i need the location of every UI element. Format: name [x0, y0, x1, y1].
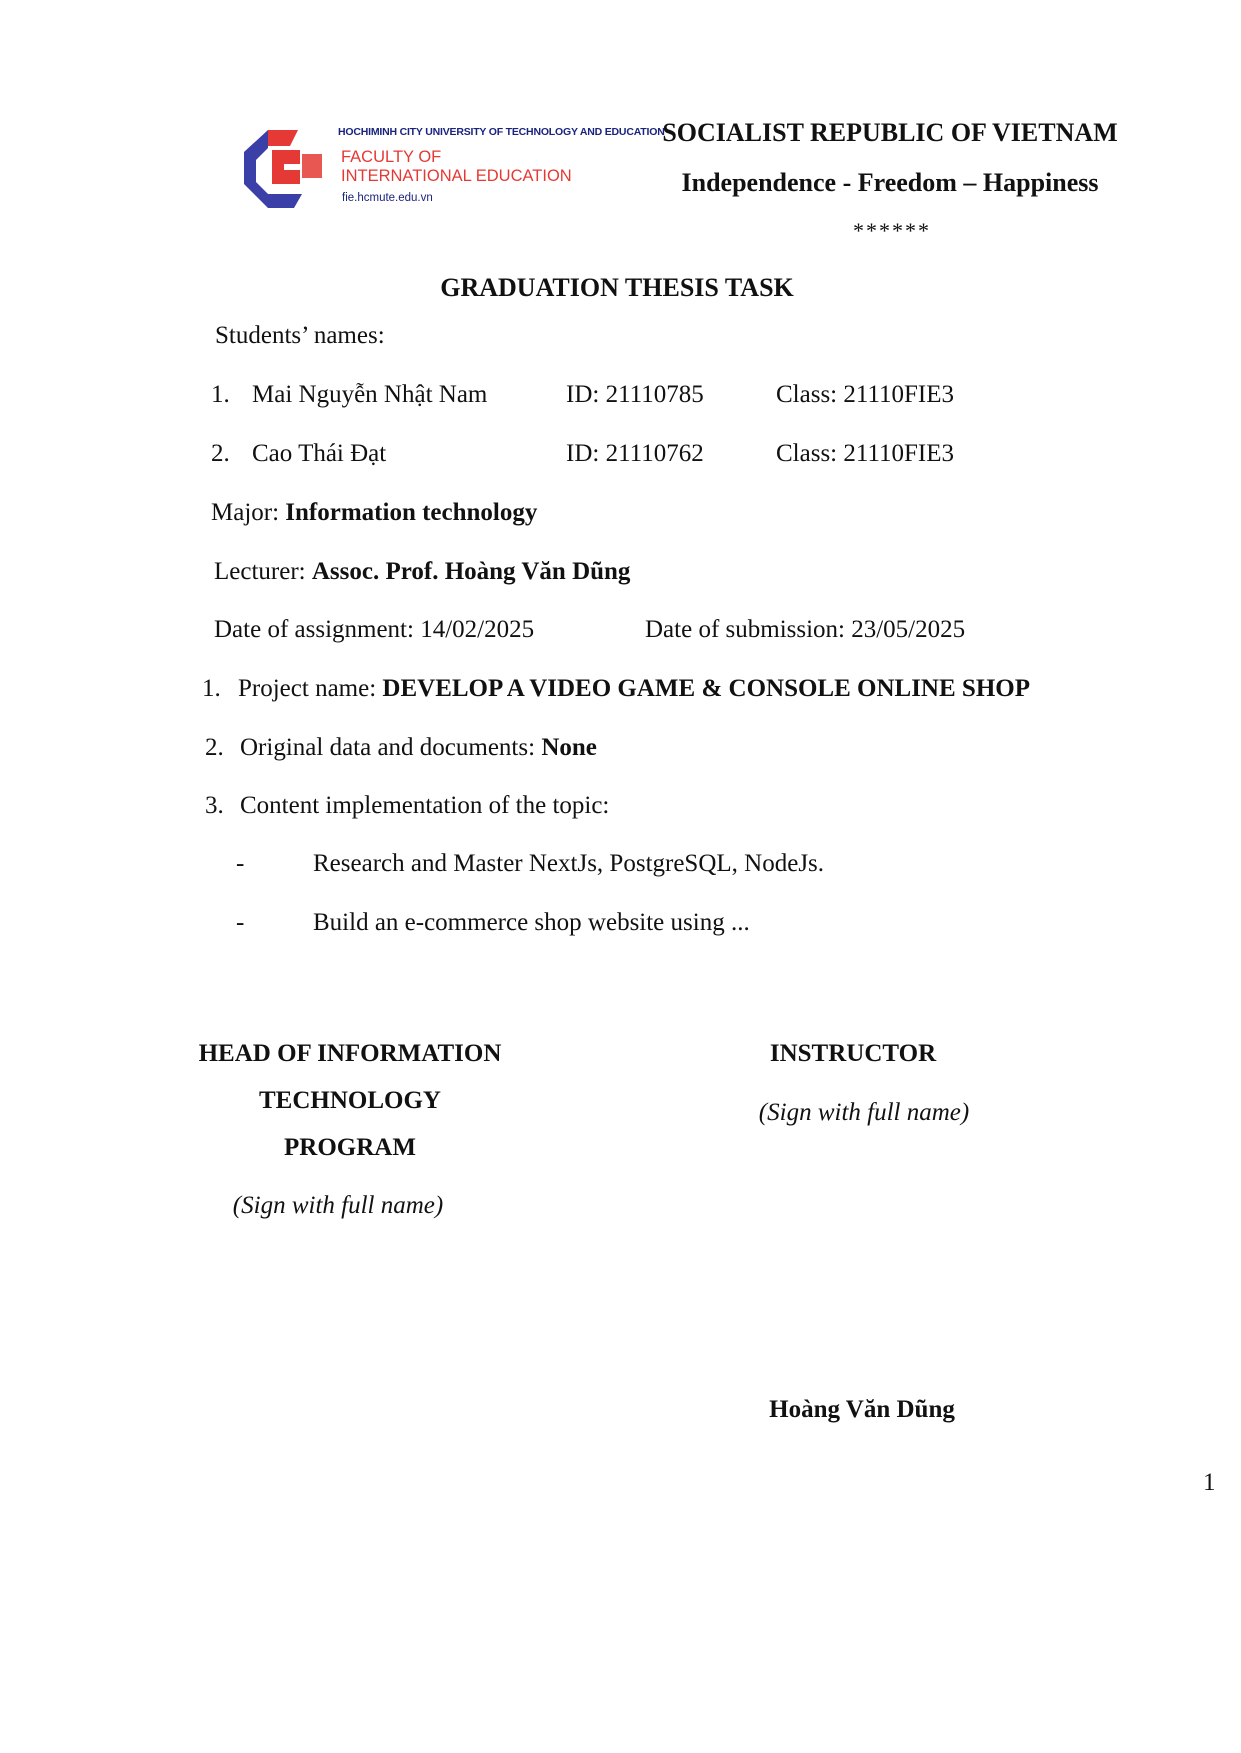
student-1-name: Mai Nguyễn Nhật Nam — [252, 381, 488, 408]
item-2-num: 2. — [205, 734, 224, 761]
bullet-1: Research and Master NextJs, PostgreSQL, NodeJs. — [313, 850, 825, 877]
page-title: GRADUATION THESIS TASK — [440, 273, 794, 302]
logo-website: fie.hcmute.edu.vn — [342, 192, 433, 204]
head-sign-note: (Sign with full name) — [232, 1192, 444, 1219]
instructor-name: Hoàng Văn Dũng — [769, 1396, 955, 1423]
country-name: SOCIALIST REPUBLIC OF VIETNAM — [662, 118, 1118, 147]
logo-university: HOCHIMINH CITY UNIVERSITY OF TECHNOLOGY AND EDUCATION — [338, 126, 665, 138]
item-3: Content implementation of the topic: — [240, 792, 610, 819]
fie-logo-icon — [238, 122, 338, 212]
bullet-2-dash: - — [236, 909, 245, 936]
item-1: Project name: DEVELOP A VIDEO GAME & CONSOLE ONLINE SHOP — [238, 675, 1030, 702]
project-name: DEVELOP A VIDEO GAME & CONSOLE ONLINE SHOP — [382, 675, 1030, 702]
stars-divider: ****** — [853, 218, 931, 243]
student-2-name: Cao Thái Đạt — [252, 440, 387, 467]
head-title-line1: HEAD OF INFORMATION — [198, 1040, 502, 1067]
lecturer-line: Lecturer: Assoc. Prof. Hoàng Văn Dũng — [214, 558, 631, 585]
bullet-2: Build an e-commerce shop website using ... — [313, 909, 750, 936]
motto: Independence - Freedom – Happiness — [681, 168, 1099, 197]
page-number: 1 — [1203, 1469, 1216, 1496]
student-1-num: 1. — [211, 381, 230, 408]
major-line: Major: Information technology — [211, 499, 538, 526]
instructor-title: INSTRUCTOR — [769, 1040, 937, 1067]
head-title-line2: TECHNOLOGY — [259, 1087, 441, 1114]
student-2-num: 2. — [211, 440, 230, 467]
date-submission: Date of submission: 23/05/2025 — [645, 616, 966, 643]
major-value: Information technology — [285, 499, 538, 526]
students-label: Students’ names: — [215, 322, 385, 349]
item-1-num: 1. — [202, 675, 221, 702]
faculty-logo — [238, 118, 665, 218]
bullet-1-dash: - — [236, 850, 245, 877]
student-1-class: Class: 21110FIE3 — [776, 381, 955, 408]
student-2-class: Class: 21110FIE3 — [776, 440, 955, 467]
original-data-value: None — [541, 734, 597, 761]
head-title-line3: PROGRAM — [284, 1134, 416, 1161]
lecturer-value: Assoc. Prof. Hoàng Văn Dũng — [311, 558, 631, 585]
instructor-sign-note: (Sign with full name) — [758, 1099, 970, 1126]
item-3-num: 3. — [205, 792, 224, 819]
student-1-id: ID: 21110785 — [566, 381, 704, 408]
student-2-id: ID: 21110762 — [566, 440, 704, 467]
logo-faculty: FACULTY OF INTERNATIONAL EDUCATION — [341, 148, 572, 185]
date-assignment: Date of assignment: 14/02/2025 — [214, 616, 535, 643]
item-2: Original data and documents: None — [240, 734, 597, 761]
